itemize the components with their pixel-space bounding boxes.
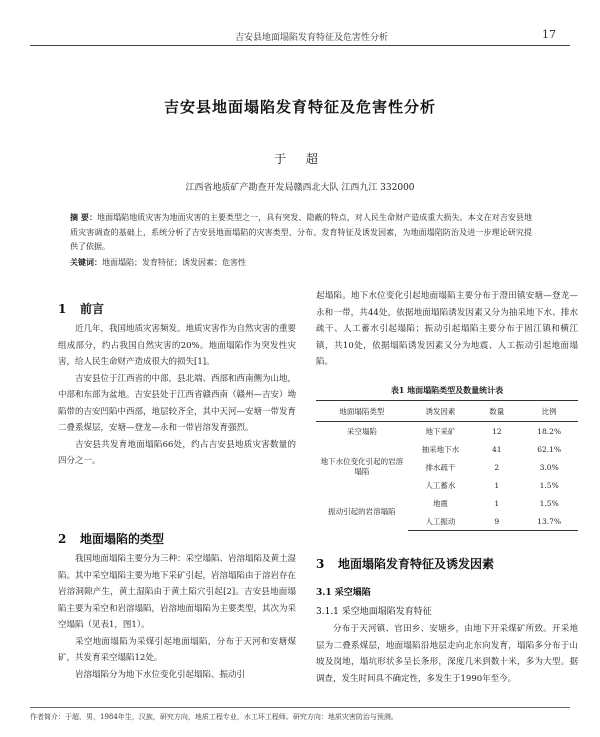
section-1-number: 1: [58, 302, 67, 316]
data-table: [316, 400, 578, 531]
column-header: 地面塌陷类型: [316, 401, 408, 422]
column-header: 比例: [520, 401, 578, 422]
abstract: [70, 210, 532, 255]
cell-type: 采空塌陷: [346, 426, 377, 436]
keywords: [70, 255, 532, 271]
paragraph: 吉安县位于江西省的中部，县北端、西部和西南侧为山地，中部和东部为盆地。吉安县处于江西省赣西南（赣州—吉安）坳陷带的吉安凹陷中西部，地层较齐全，其中天河—安塘一带发育二叠系煤层，安塘—登龙—永和一带岩溶发育强烈。: [58, 373, 297, 433]
table-row: [316, 440, 578, 458]
table-header-row: [316, 401, 578, 422]
cell-count: 1: [494, 480, 500, 490]
subsection-3-1-1-heading: 3.1.1 采空地面塌陷发育特征: [316, 607, 432, 617]
cell-factor: 抽采地下水: [421, 444, 460, 454]
section-3-title: 地面塌陷发育特征及诱发因素: [338, 557, 495, 571]
table-row: [316, 422, 578, 441]
cell-factor: 地震: [432, 498, 448, 508]
paragraph: 岩溶塌陷分为地下水位变化引起塌陷、振动引: [75, 669, 246, 680]
article-title: 吉安县地面塌陷发育特征及危害性分析: [163, 98, 436, 116]
author-affiliation: 江西省地质矿产勘查开发局赣西北大队 江西九江 332000: [185, 183, 415, 193]
cell-type: 振动引起的岩溶塌陷: [328, 507, 396, 517]
cell-count: 1: [494, 498, 500, 508]
cell-factor: 排水疏干: [425, 462, 456, 472]
right-column-text: [316, 288, 578, 371]
cell-ratio: 3.0%: [539, 462, 559, 472]
paragraph: 采空地面塌陷为采煤引起地面塌陷，分布于天河和安塘煤矿，共发育采空塌陷12处。: [58, 636, 296, 663]
table-row: [316, 494, 578, 512]
cell-ratio: 62.1%: [537, 444, 562, 454]
page-number: 17: [542, 28, 556, 41]
cell-count: 2: [494, 462, 500, 472]
paragraph: 近几年，我国地质灾害频发。地质灾害作为自然灾害的重要组成部分，约占我国自然灾害的20%。地面塌陷作为突发性灾害，给人民生命财产造成很大的损失[1]。: [58, 324, 297, 367]
abstract-block: [70, 210, 532, 270]
abstract-label: 摘 要：: [70, 212, 98, 222]
cell-factor: 人工蓄水: [425, 480, 456, 490]
section-2-heading: [58, 530, 164, 547]
author-name: 于 超: [274, 152, 326, 166]
keywords-text: 地面塌陷；发育特征；诱发因素；危害性: [102, 257, 246, 267]
cell-ratio: 18.2%: [537, 426, 562, 436]
section-2-body: [58, 551, 296, 683]
section-2-title: 地面塌陷的类型: [80, 532, 165, 546]
cell-ratio: 1.5%: [539, 498, 559, 508]
section-2-number: 2: [58, 532, 67, 546]
cell-type: 地下水位变化引起的岩溶塌陷: [320, 457, 404, 476]
cell-ratio: 1.5%: [539, 480, 559, 490]
running-header: [30, 28, 570, 44]
subsection-3-1-heading: 3.1 采空塌陷: [316, 588, 371, 598]
section-1-title: 前言: [80, 302, 105, 316]
paragraph: 吉安县共发育地面塌陷66处，约占吉安县地质灾害数量的四分之一。: [58, 439, 296, 466]
section-3-number: 3: [316, 557, 325, 571]
footnote-rule: [30, 707, 570, 708]
section-3-heading: [316, 555, 494, 572]
column-header: 数量: [473, 401, 520, 422]
cell-count: 12: [491, 426, 502, 436]
paragraph: 起塌陷。地下水位变化引起地面塌陷主要分布于澄田镇安塘—登龙—永和一带，共44处，依据地面塌陷诱发因素又分为抽采地下水、排水疏干、人工蓄水引起塌陷；振动引起塌陷主要分布于固江镇和横江镇，共10处，依据塌陷诱发因素又分为地震、人工振动引起地面塌陷。: [316, 291, 578, 367]
header-rule: [30, 45, 570, 46]
cell-ratio: 13.7%: [520, 512, 578, 531]
section-1-heading: [58, 300, 104, 317]
cell-count: 9: [473, 512, 520, 531]
running-title: 吉安县地面塌陷发育特征及危害性分析: [235, 33, 389, 43]
column-header: 诱发因素: [408, 401, 474, 422]
paragraph: 分布于天河镇、官田乡、安塘乡，由地下开采煤矿所致。开采地层为二叠系煤层，地面塌陷沿地层走向北东向发育，塌陷多分布于山坡及岗地，塌坑形状多呈长条形，深度几米到数十米，多为大型。据调查，发生时间具不确定性，多发生于1990年至今。: [316, 624, 578, 684]
paragraph: 我国地面塌陷主要分为三种：采空塌陷、岩溶塌陷及黄土湿陷。其中采空塌陷主要为地下采矿引起，岩溶塌陷由于溶岩存在岩溶洞隙产生，黄土湿陷由于黄土陷穴引起[2]。吉安县地面塌陷主要为采空和岩溶塌陷，岩溶地面塌陷为主要类型，其次为采空塌陷（见表1，图1）。: [58, 554, 297, 630]
cell-factor: 地下采矿: [425, 426, 456, 436]
section-1-body: [58, 321, 296, 470]
table-caption: 表1 地面塌陷类型及数量统计表: [390, 385, 504, 395]
cell-count: 41: [491, 444, 502, 454]
keywords-label: 关键词：: [70, 256, 102, 267]
abstract-text: 地面塌陷地质灾害为地面灾害的主要类型之一，具有突发、隐蔽的特点，对人民生命财产造成重大损失。本文在对吉安县地质灾害调查的基础上，系统分析了吉安县地面塌陷的灾害类型、分布、发育特征及诱发因素，为地面塌陷防治及进一步理论研究提供了依据。: [70, 213, 532, 251]
cell-factor: 人工振动: [408, 512, 474, 531]
author-footnote: 作者简介：于超，男，1984年生，汉族，研究方向，地质工程专业，水工环工程师。研究方向：地质灾害防治与预测。: [30, 713, 398, 721]
section-3-body: [316, 621, 578, 687]
